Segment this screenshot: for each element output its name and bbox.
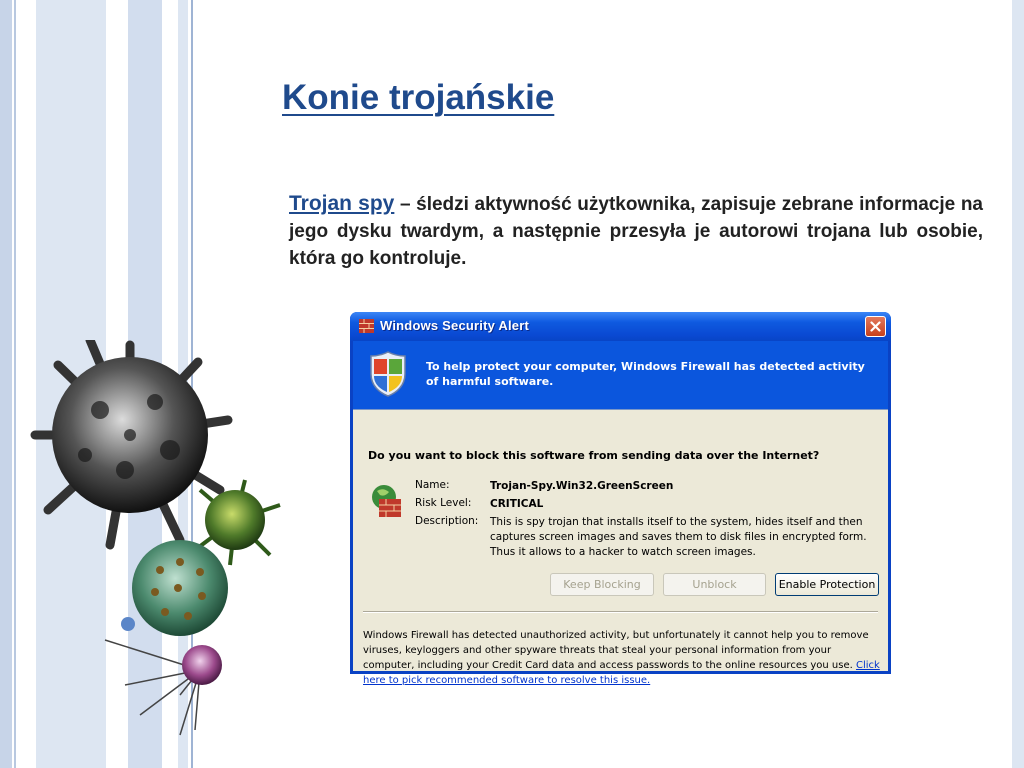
risk-level-value: CRITICAL xyxy=(490,498,544,510)
slide-body xyxy=(289,190,983,272)
windows-shield-icon xyxy=(368,350,408,398)
dialog-client-area xyxy=(353,341,888,686)
description-label: Description: xyxy=(415,515,479,527)
unblock-button[interactable]: Unblock xyxy=(663,573,766,596)
footer-notice xyxy=(363,628,883,688)
trojan-spy-term: Trojan spy xyxy=(289,192,395,215)
enable-protection-button[interactable]: Enable Protection xyxy=(775,573,879,596)
block-question: Do you want to block this software from sending data over the Internet? xyxy=(368,449,820,462)
keep-blocking-button[interactable]: Keep Blocking xyxy=(550,573,654,596)
dialog-titlebar[interactable] xyxy=(350,312,891,341)
purple-virus-icon xyxy=(105,640,222,735)
recommended-software-link[interactable]: Click here to pick recommended software to resolve this issue. xyxy=(363,660,880,686)
footer-text: Windows Firewall has detected unauthorized activity, but unfortunately it cannot help you to remove viruses, keyloggers and other spyware threats that steal your personal information from your computer, including your Credit Card data and access passwords to the online resources you use. xyxy=(363,630,869,671)
dialog-title: Windows Security Alert xyxy=(380,318,529,333)
risk-level-label: Risk Level: xyxy=(415,497,472,509)
header-message: To help protect your computer, Windows Firewall has detected activity of harmful software. xyxy=(426,360,865,388)
description-value: This is spy trojan that installs itself to the system, hides itself and then captures screen images and saves them to disk files in encrypted form. Thus it allows to a hacker to watch screen images. xyxy=(490,516,867,558)
close-button[interactable] xyxy=(865,316,886,337)
close-icon xyxy=(870,321,881,332)
firewall-app-icon xyxy=(359,319,374,333)
security-alert-dialog xyxy=(350,312,891,686)
teal-virus-icon xyxy=(132,540,228,636)
dialog-header xyxy=(353,341,888,410)
decor-stripe-2 xyxy=(14,0,16,768)
name-label: Name: xyxy=(415,479,450,491)
slide-title: Konie trojańskie xyxy=(282,78,555,117)
trojan-spy-description: – śledzi aktywność użytkownika, zapisuje zebrane informacje na jego dysku twardym, a następnie przesyła je autorowi trojana lub osobie, która go kontroluje. xyxy=(289,194,984,269)
decor-stripe-1 xyxy=(0,0,12,768)
decor-stripe-right xyxy=(1012,0,1024,768)
firewall-globe-icon xyxy=(371,483,402,519)
name-value: Trojan-Spy.Win32.GreenScreen xyxy=(490,480,674,492)
virus-illustration xyxy=(30,340,290,760)
dialog-separator xyxy=(363,611,878,613)
gray-virus-icon xyxy=(35,340,228,545)
